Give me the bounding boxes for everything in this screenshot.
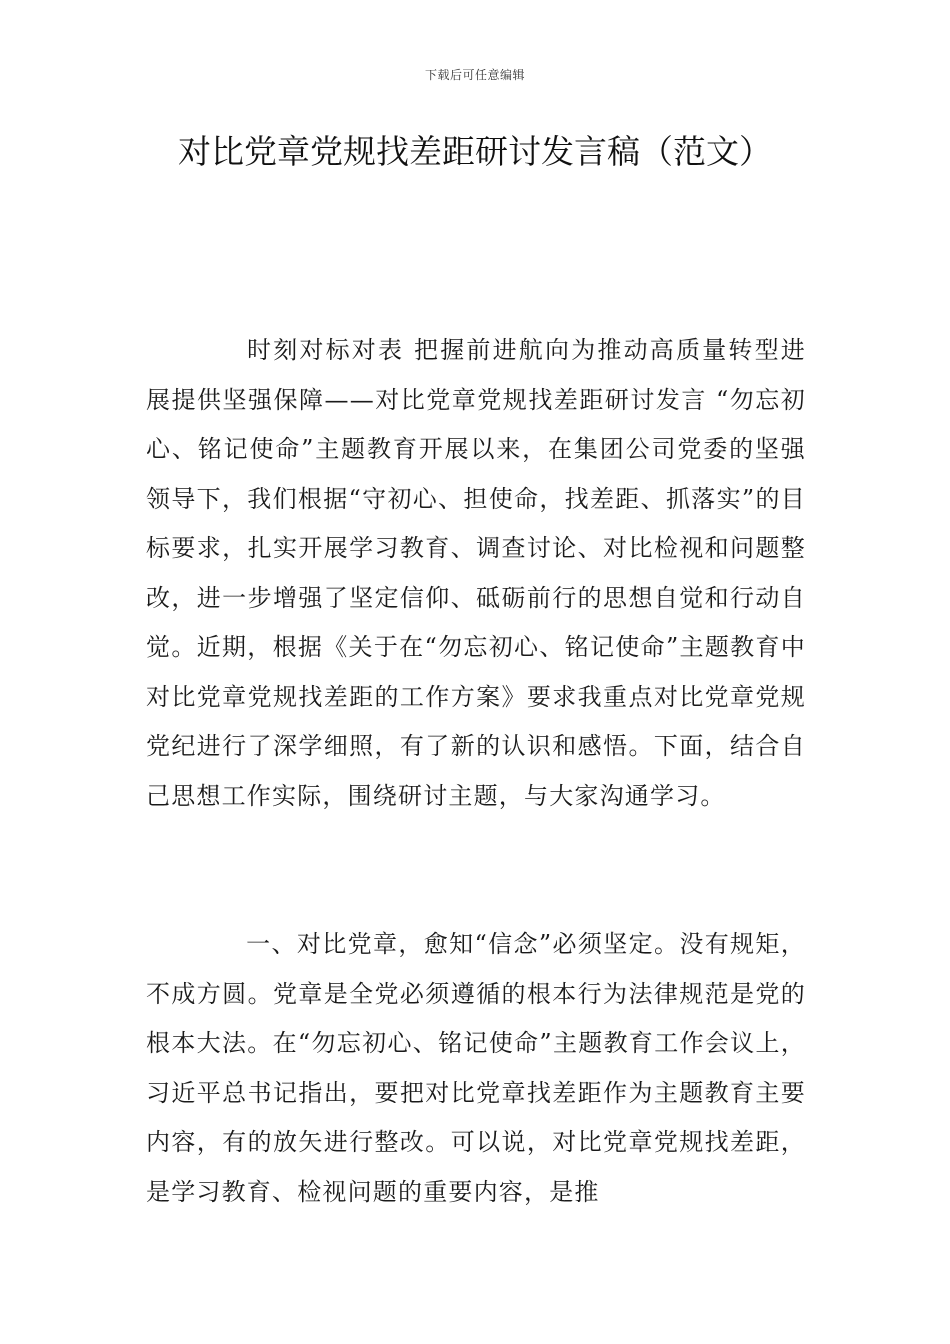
- body-paragraph-1-text: 时刻对标对表 把握前进航向为推动高质量转型进展提供坚强保障——对比党章党规找差距研讨发言 “勿忘初心、铭记使命”主题教育开展以来，在集团公司党委的坚强领导下，我们根据“守初心、担使命，找差距、抓落实”的目标要求，扎实开展学习教育、调查讨论、对比检视和问题整改，进一步增强了坚定信仰、砥砺前行的思想自觉和行动自觉。近期，根据《关于在“勿忘初心、铭记使命”主题教育中对比党章党规找差距的工作方案》要求我重点对比党章党规党纪进行了深学细照，有了新的认识和感悟。下面，结合自己思想工作实际，围绕研讨主题，与大家沟通学习。: [146, 336, 806, 810]
- document-title: 对比党章党规找差距研讨发言稿（范文）: [178, 132, 772, 171]
- body-paragraph-1: [146, 326, 806, 821]
- body-paragraph-2: [146, 920, 806, 1217]
- body-paragraph-2-text: 一、对比党章，愈知“信念”必须坚定。没有规矩，不成方圆。党章是全党必须遵循的根本行为法律规范是党的根本大法。在“勿忘初心、铭记使命”主题教育工作会议上，习近平总书记指出，要把对比党章找差距作为主题教育主要内容，有的放矢进行整改。可以说，对比党章党规找差距，是学习教育、检视问题的重要内容，是推: [146, 930, 806, 1206]
- header-note: 下载后可任意编辑: [424, 68, 525, 82]
